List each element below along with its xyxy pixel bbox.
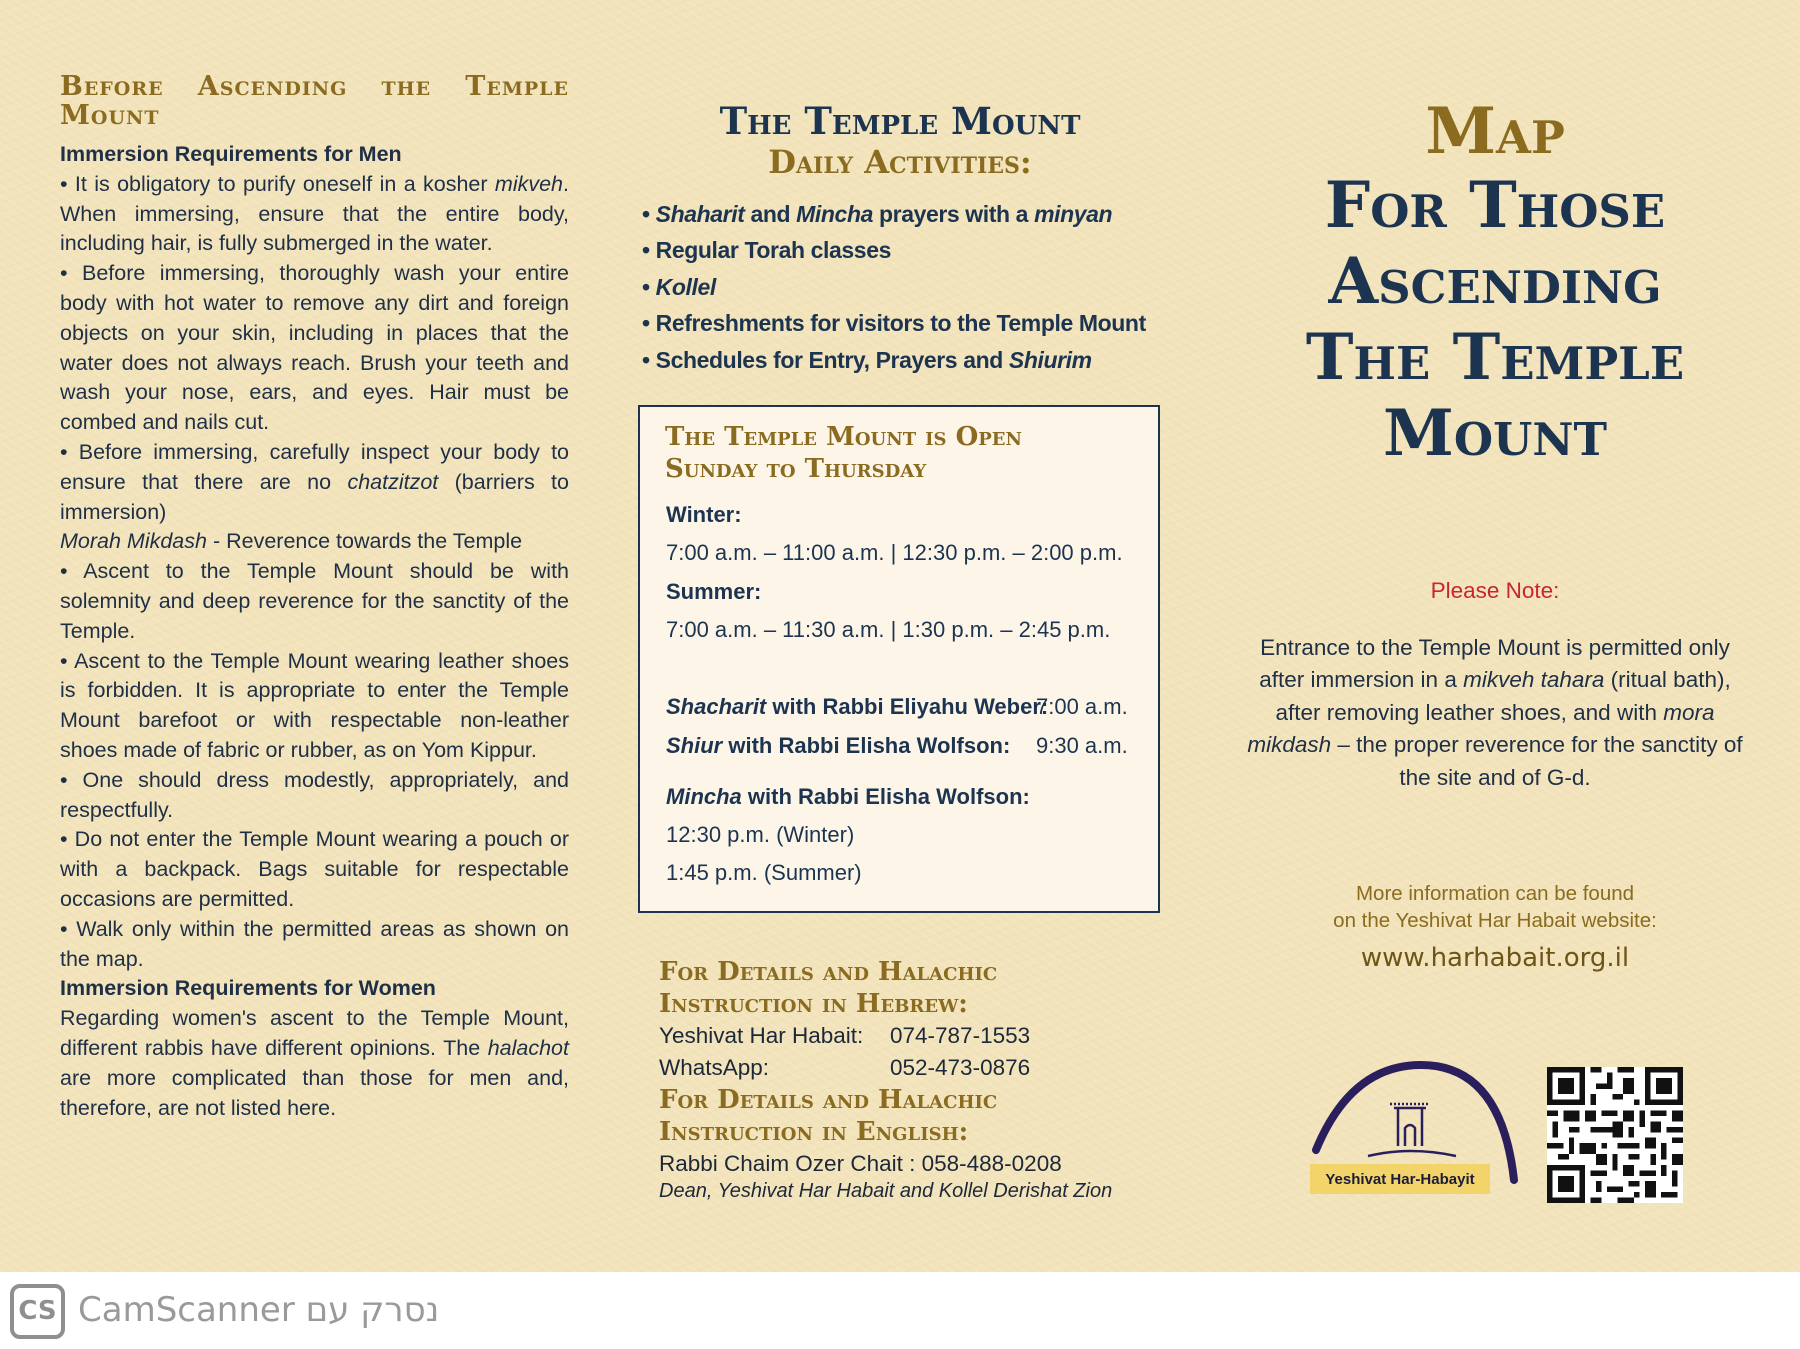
term-shiurim: Shiurim: [1008, 346, 1092, 373]
heading-line-2: Instruction in Hebrew:: [659, 989, 968, 1019]
title-line-2: Ascending: [1328, 244, 1662, 319]
contact-english: [659, 1084, 1179, 1203]
activity-prayers: [642, 196, 1182, 232]
morah-mikdash-heading: [60, 527, 569, 557]
hours-title: [665, 421, 1135, 485]
reverence-bullet-2: • Ascent to the Temple Mount wearing leather shoes is forbidden. It is appropriate to enter the Temple Mount barefoot or with respectable non-leather shoes made of fabric or rubber, as on Yom Kippur.: [60, 648, 569, 762]
more-info-line-2: on the Yeshivat Har Habait website:: [1333, 909, 1657, 932]
title-map: Map: [1425, 94, 1565, 169]
logo-text: Yeshivat Har-Habayit: [1325, 1171, 1475, 1188]
shacharit-line: [666, 694, 1048, 720]
more-info-text: [1240, 880, 1750, 934]
title-line-2: Daily Activities:: [768, 143, 1032, 181]
heading-line-2: Mount: [60, 100, 160, 131]
title-line-4: Mount: [1383, 396, 1607, 471]
text: with Rabbi Eliyahu Weber:: [766, 694, 1049, 719]
shiur-line: [666, 733, 1010, 759]
men-bullet-1: [60, 170, 569, 259]
summer-times: 7:00 a.m. – 11:30 a.m. | 1:30 p.m. – 2:45 p.m.: [666, 617, 1111, 642]
term-halachot: halachot: [487, 1035, 569, 1060]
women-text: [60, 1004, 569, 1123]
whatsapp-label: WhatsApp:: [659, 1055, 770, 1080]
please-note-text: [1240, 632, 1750, 794]
text: prayers with a: [873, 201, 1035, 227]
shiur-time: 9:30 a.m.: [1036, 733, 1128, 758]
yeshiva-phone[interactable]: 074-787-1553: [890, 1023, 1031, 1048]
title-line-1: For Those: [1324, 168, 1666, 243]
bullet: •: [642, 273, 656, 300]
title-line-3: The Temple: [1305, 320, 1685, 395]
opening-hours-box: [638, 405, 1160, 913]
men-immersion-heading: Immersion Requirements for Men: [60, 142, 402, 166]
camscanner-logo-icon: CS: [10, 1284, 65, 1339]
winter-label: Winter:: [666, 502, 742, 527]
text: (barriers to immersion): [60, 469, 569, 524]
heading-line-2: Instruction in English:: [659, 1117, 969, 1147]
men-bullet-3: [60, 438, 569, 527]
activities-list: [642, 196, 1182, 378]
text: – the proper reverence for the sanctity of the site and of G-d.: [1331, 732, 1743, 790]
summer-label: Summer:: [666, 579, 762, 604]
text: with Rabbi Elisha Wolfson:: [741, 784, 1030, 809]
women-immersion-heading: Immersion Requirements for Women: [60, 976, 436, 1001]
text: (ritual bath), after removing leather shoes, and with: [1275, 667, 1731, 725]
shacharit-time: 7:00 a.m.: [1036, 694, 1128, 719]
text: • Schedules for Entry, Prayers and: [642, 346, 1009, 373]
term-shacharit: Shacharit: [666, 694, 767, 719]
reverence-bullet-1: • Ascent to the Temple Mount should be with solemnity and deep reverence for the sanctity of the Temple.: [60, 559, 569, 643]
heading-line-1: For Details and Halachic: [659, 1085, 998, 1115]
text: Entrance to the Temple Mount is permitted only after immersion in a: [1259, 635, 1730, 693]
mincha-winter-time: 12:30 p.m. (Winter): [666, 822, 855, 847]
term-kollel: Kollel: [655, 273, 716, 300]
yeshiva-logo-icon: [1306, 1060, 1518, 1200]
temple-emblem-icon: [1368, 1104, 1456, 1156]
text: with Rabbi Elisha Wolfson:: [722, 733, 1011, 758]
text: are more complicated than those for men and, therefore, are not listed here.: [60, 1065, 569, 1120]
yeshiva-phone-row: [659, 1020, 1179, 1052]
camscanner-text: CamScanner נסרק עם: [78, 1290, 440, 1330]
contact-english-heading: [659, 1084, 1179, 1148]
men-bullet-2: • Before immersing, thoroughly wash your entire body with hot water to remove any dirt and foreign objects on your skin, including in places that the water does not always reach. Brush your teeth and wash your nose, ears, and eyes. Hair must be combed and nails cut.: [60, 261, 569, 435]
reverence-bullet-5: • Walk only within the permitted areas as shown on the map.: [60, 916, 569, 971]
activity-schedules: [642, 342, 1182, 378]
term-mikveh-tahara: mikveh tahara: [1463, 667, 1605, 693]
term-mikveh: mikveh: [494, 171, 564, 196]
left-column: [60, 72, 569, 1123]
term-minyan: minyan: [1034, 201, 1113, 227]
whatsapp-row: [659, 1052, 1179, 1084]
please-note-label: Please Note:: [1430, 578, 1560, 603]
term-shaharit: Shaharit: [655, 201, 745, 227]
text: - Reverence towards the Temple: [206, 529, 523, 554]
daily-activities-title: [640, 100, 1160, 182]
mincha-line: [666, 784, 1030, 810]
winter-times: 7:00 a.m. – 11:00 a.m. | 12:30 p.m. – 2:00 p.m.: [666, 540, 1123, 565]
text: . When immersing, ensure that the entire body, including hair, is fully submerged in the water.: [60, 171, 569, 256]
map-title: [1240, 96, 1750, 472]
hours-title-line-1: The Temple Mount is Open: [665, 422, 1022, 452]
whatsapp-phone[interactable]: 052-473-0876: [890, 1055, 1031, 1080]
term-morah-mikdash: Morah Mikdash: [60, 529, 207, 554]
reverence-bullet-3: • One should dress modestly, appropriately, and respectfully.: [60, 767, 569, 822]
bullet: •: [642, 201, 656, 227]
text: and: [744, 201, 797, 227]
activity-refreshments: • Refreshments for visitors to the Temple Mount: [642, 310, 1146, 337]
contact-hebrew: [659, 956, 1179, 1084]
rabbi-phone-row: [659, 1148, 1179, 1180]
text: • Before immersing, carefully inspect your body to ensure that there are no: [60, 439, 569, 494]
scanner-footer: [0, 1272, 1800, 1349]
activity-kollel: [642, 269, 1182, 305]
term-mora-mikdash: mora mikdash: [1247, 699, 1715, 758]
dean-title: Dean, Yeshivat Har Habait and Kollel Derishat Zion: [659, 1180, 1113, 1202]
yeshiva-label: Yeshivat Har Habait:: [659, 1023, 864, 1048]
before-ascending-heading: [60, 72, 569, 130]
website-link[interactable]: www.harhabait.org.il: [1360, 943, 1630, 973]
term-mincha: Mincha: [666, 784, 742, 809]
term-chatzitzot: chatzitzot: [347, 469, 439, 494]
more-info-line-1: More information can be found: [1355, 882, 1635, 905]
heading-line-1: Before Ascending the Temple: [60, 71, 569, 102]
text: • It is obligatory to purify oneself in a kosher: [60, 171, 495, 196]
heading-line-1: For Details and Halachic: [659, 957, 998, 987]
qr-code-icon[interactable]: [1547, 1067, 1683, 1203]
text: Regarding women's ascent to the Temple Mount, different rabbis have different opinions. The: [60, 1006, 569, 1060]
term-mincha: Mincha: [796, 201, 873, 227]
title-line-1: The Temple Mount: [719, 99, 1081, 143]
term-shiur: Shiur: [666, 733, 723, 758]
contact-hebrew-heading: [659, 956, 1179, 1020]
rabbi-phone[interactable]: Rabbi Chaim Ozer Chait : 058-488-0208: [659, 1151, 1062, 1176]
reverence-bullet-4: • Do not enter the Temple Mount wearing a pouch or with a backpack. Bags suitable for respectable occasions are permitted.: [60, 827, 569, 911]
activity-torah-classes: • Regular Torah classes: [642, 237, 891, 264]
mincha-summer-time: 1:45 p.m. (Summer): [666, 860, 862, 885]
hours-title-line-2: Sunday to Thursday: [665, 454, 927, 484]
